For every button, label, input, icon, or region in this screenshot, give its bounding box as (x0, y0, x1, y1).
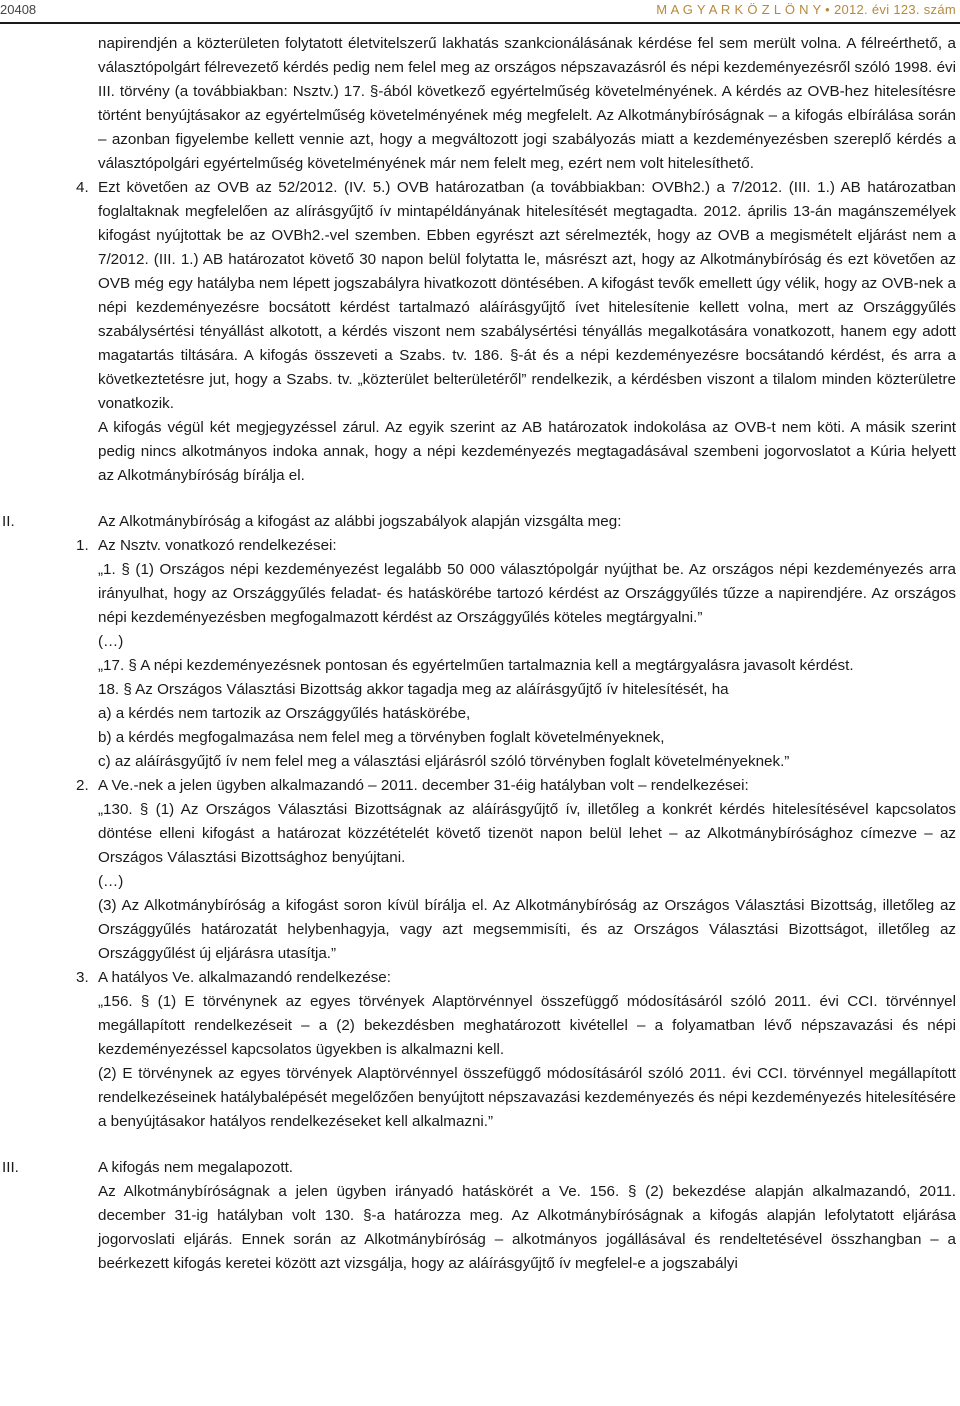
page-number: 20408 (0, 2, 37, 17)
paragraph: (3) Az Alkotmánybíróság a kifogást soron kívül bírálja el. Az Alkotmánybíróság az Országos Választási Bizottság, illetőleg az Országgyűlés határozatát helybenhagyja, vagy azt megsemmisíti, és az Országos Választási Bizottságot, illetőleg az Országgyűlést új eljárásra utasítja.” (98, 897, 956, 962)
paragraph: c) az aláírásgyűjtő ív nem felel meg a választási eljárásról szóló törvényben foglalt követelményeknek.” (98, 753, 790, 770)
paragraph: (2) E törvénynek az egyes törvények Alaptörvénnyel összefüggő módosításáról szóló 2011. évi CCI. törvénnyel megállapított rendelkezéseinek hatálybalépését megelőzően benyújtott népszavazási kezdeményezés és népi kezdeményezés hitelesítésére a benyújtásakor hatályos rendelkezéseket kell alkalmazni.” (98, 1065, 956, 1130)
journal-title: M A G Y A R K Ö Z L Ö N Y • 2012. évi 123. szám (656, 2, 956, 17)
item-number: 2. (76, 777, 89, 794)
paragraph: Ezt követően az OVB az 52/2012. (IV. 5.) OVB határozatban (a továbbiakban: OVBh2.) a 7/2012. (III. 1.) AB határozatban foglaltaknak megfelelően az alírásgyűjtő ív mintapéldányának hitelesítését megtagadta. 2012. április 13-án magánszemélyek kifogást nyújtottak be az OVBh2.-vel szemben. Ebben egyrészt azt sérelmezték, hogy az OVB a megismételt eljárást nem a 7/2012. (III. 1.) AB határozatot követő 30 napon belül folytatta le, másrészt azt, hogy az Alkotmánybíróság és ezt követően az OVB még egy hatályba nem lépett jogszabályra hivatkozott döntésében. A kifogást tevők emellett úgy vélik, hogy az OVB-nek a népi kezdeményezésre bocsátott kérdést tartalmazó aláírásgyűjtő ívet hitelesítenie kellett volna, mert az Országgyűlés szabálysértési tényállást alkotott, a kérdés viszont nem szabálysértési tényállás megalkotására vonatkozott, hanem egy adott magatartás tiltására. A kifogás összeveti a Szabs. tv. 186. §-át és a népi kezdeményezésre bocsátandó kérdést, és arra a következtetésre jut, hogy a Szabs. tv. „közterület belterületéről” rendelkezik, a kérdésben viszont a tilalom minden közterületre vonatkozik. (98, 179, 956, 412)
paragraph: „17. § A népi kezdeményezésnek pontosan és egyértelműen tartalmaznia kell a megtárgyalásra javasolt kérdést. (98, 657, 854, 674)
paragraph: Az Alkotmánybíróságnak a jelen ügyben irányadó hatáskörét a Ve. 156. § (2) bekezdése alapján alkalmazandó, 2011. december 31-ig hatályban volt 130. §-a határozza meg. Az Alkotmánybíróságnak a kifogás alapján lefolytatott eljárása jogorvoslati eljárás. Ennek során az Alkotmánybíróság – alkotmányos jogállásával és rendeltetésével összhangban – a beérkezett kifogás keretei között azt vizsgálja, hogy az aláírásgyűjtő ív megfelel-e a jogszabályi (98, 1183, 956, 1272)
item-2 (0, 774, 960, 966)
paragraph: a) a kérdés nem tartozik az Országgyűlés hatáskörébe, (98, 705, 471, 722)
paragraph: A kifogás végül két megjegyzéssel zárul. Az egyik szerint az AB határozatok indokolása az OVB-t nem köti. A másik szerint pedig nincs alkotmányos indoka annak, hogy a népi kezdeményezés megtagadásával szembeni jogorvoslatot a Kúria helyett az Alkotmánybíróság bírálja el. (98, 419, 956, 484)
document-body (0, 32, 960, 1276)
paragraph: Az Nsztv. vonatkozó rendelkezései: (98, 537, 337, 554)
item-number: 3. (76, 969, 89, 986)
section-iii (0, 1156, 960, 1276)
section-intro: Az Alkotmánybíróság a kifogást az alábbi jogszabályok alapján vizsgálta meg: (98, 513, 622, 530)
item-4 (0, 176, 960, 488)
section-numeral: III. (2, 1159, 19, 1176)
paragraph: b) a kérdés megfogalmazása nem felel meg a törvényben foglalt követelményeknek, (98, 729, 665, 746)
paragraph: napirendjén a közterületen folytatott életvitelszerű lakhatás szankcionálásának kérdése fel sem merült volna. A félreérthető, a választópolgárt félrevezető kérdés pedig nem felel meg az országos népszavazásról és népi kezdeményezésről szóló 1998. évi III. törvény (a továbbiakban: Nsztv.) 17. §-ából következő egyértelműség követelményének. A kérdés az OVB-hez hitelesítésre történt benyújtásakor az egyértelműség követelményének még megfelelt. Az Alkotmánybíróságnak – a kifogás elbírálása során – azonban figyelembe kellett vennie azt, hogy a megváltozott jogi szabályozás miatt a kezdeményezésben szereplő kérdés a választópolgári egyértelműség követelményének már nem felelt meg, ezért nem volt hitelesíthető. (98, 35, 956, 172)
page-header (0, 0, 960, 30)
item-3 (0, 966, 960, 1134)
item-1 (0, 534, 960, 774)
paragraph: „156. § (1) E törvénynek az egyes törvények Alaptörvénnyel összefüggő módosításáról szóló 2011. évi CCI. törvénnyel megállapított rendelkezéseit – a (2) bekezdésben meghatározott kivétellel – a folyamatban lévő népszavazási és népi kezdeményezéssel kapcsolatos ügyekben is alkalmazni kell. (98, 993, 956, 1058)
paragraph: „1. § (1) Országos népi kezdeményezést legalább 50 000 választópolgár nyújthat be. Az országos népi kezdeményezés arra irányulhat, hogy az Országgyűlés feladat- és hatáskörébe tartozó kérdést az Országgyűlés tűzze a napirendjére. Az országos népi kezdeményezésben megfogalmazott kérdést az Országgyűlés köteles megtárgyalni.” (98, 561, 956, 626)
header-rule (0, 22, 960, 24)
paragraph: A kifogás nem megalapozott. (98, 1159, 294, 1176)
paragraph: (…) (98, 633, 124, 650)
paragraph: A hatályos Ve. alkalmazandó rendelkezése: (98, 969, 391, 986)
paragraph: 18. § Az Országos Választási Bizottság akkor tagadja meg az aláírásgyűjtő ív hitelesítését, ha (98, 681, 729, 698)
paragraph: A Ve.-nek a jelen ügyben alkalmazandó – 2011. december 31-éig hatályban volt – rendelkezései: (98, 777, 749, 794)
paragraph: „130. § (1) Az Országos Választási Bizottságnak az aláírásgyűjtő ív, illetőleg a konkrét kérdés hitelesítésével kapcsolatos döntése elleni kifogást a határozat közzétételét követő tizenöt napon belül lehet – az Alkotmánybírósághoz címezve – az Országos Választási Bizottsághoz benyújtani. (98, 801, 956, 866)
paragraph: (…) (98, 873, 124, 890)
section-numeral: II. (2, 513, 15, 530)
item-number: 4. (76, 179, 89, 196)
section-i-continuation (0, 32, 960, 176)
item-number: 1. (76, 537, 89, 554)
section-ii (0, 510, 960, 534)
